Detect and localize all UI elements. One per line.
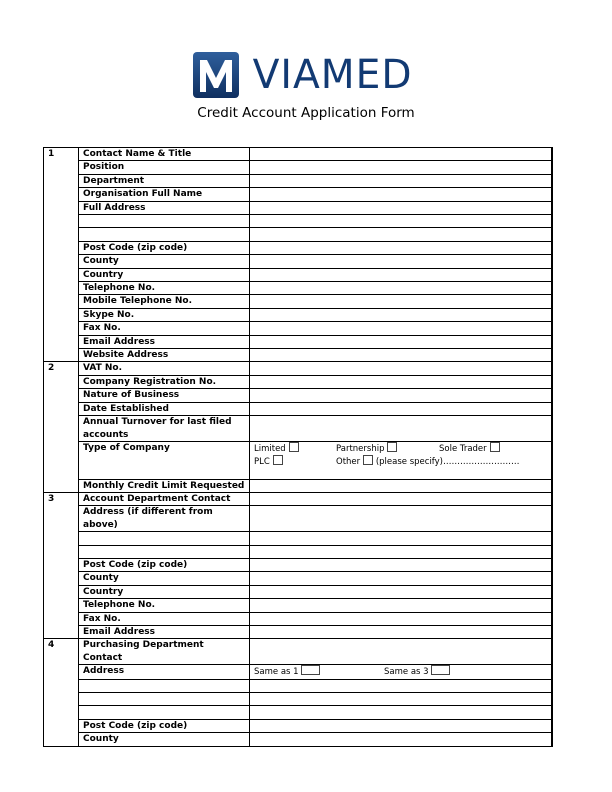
field-label xyxy=(79,215,250,228)
option-label: Other xyxy=(336,457,361,468)
field-label: Annual Turnover for last filed accounts xyxy=(79,416,250,442)
field-label: Position xyxy=(79,161,250,174)
field-label: Post Code (zip code) xyxy=(79,558,250,571)
form-row xyxy=(44,612,553,625)
field-input[interactable] xyxy=(250,335,553,348)
field-label: Organisation Full Name xyxy=(79,188,250,201)
field-label: County xyxy=(79,572,250,585)
field-input[interactable] xyxy=(250,479,553,492)
section-number: 2 xyxy=(44,362,79,492)
same-as-3[interactable] xyxy=(384,665,450,678)
field-label: Type of Company xyxy=(79,441,250,479)
field-label: Website Address xyxy=(79,349,250,362)
checkbox[interactable] xyxy=(490,442,500,452)
field-input[interactable] xyxy=(250,322,553,335)
field-input[interactable] xyxy=(250,719,553,732)
form-row xyxy=(44,295,553,308)
field-input[interactable] xyxy=(250,585,553,598)
field-label: County xyxy=(79,733,250,746)
field-label: Fax No. xyxy=(79,612,250,625)
form-row xyxy=(44,599,553,612)
form-row xyxy=(44,585,553,598)
field-input[interactable] xyxy=(250,174,553,187)
field-label xyxy=(79,545,250,558)
field-label: Telephone No. xyxy=(79,282,250,295)
form-row xyxy=(44,268,553,281)
form-row xyxy=(44,174,553,187)
option-label: Sole Trader xyxy=(439,443,487,454)
form-row xyxy=(44,441,553,479)
field-label: Department xyxy=(79,174,250,187)
field-input[interactable] xyxy=(250,349,553,362)
field-label: Purchasing Department Contact xyxy=(79,639,250,665)
form-row xyxy=(44,362,553,375)
field-input[interactable] xyxy=(250,241,553,254)
field-input[interactable] xyxy=(250,639,553,665)
field-input[interactable] xyxy=(250,733,553,746)
field-label: Nature of Business xyxy=(79,389,250,402)
field-input[interactable] xyxy=(250,375,553,388)
field-label: Country xyxy=(79,585,250,598)
field-input[interactable] xyxy=(250,558,553,571)
field-label: Address xyxy=(79,665,250,679)
field-input[interactable] xyxy=(250,612,553,625)
option-label: PLC xyxy=(254,457,270,468)
form-row xyxy=(44,255,553,268)
field-input[interactable] xyxy=(250,532,553,545)
field-input[interactable] xyxy=(250,679,553,692)
option-sole_trader[interactable] xyxy=(439,442,519,455)
field-input[interactable] xyxy=(250,308,553,321)
form-row xyxy=(44,335,553,348)
form-row xyxy=(44,228,553,241)
option-label: Limited xyxy=(254,443,286,454)
field-label: VAT No. xyxy=(79,362,250,375)
field-label: Skype No. xyxy=(79,308,250,321)
field-input[interactable] xyxy=(250,506,553,532)
field-input[interactable] xyxy=(250,599,553,612)
form-row xyxy=(44,241,553,254)
field-input[interactable] xyxy=(250,665,553,679)
field-input[interactable] xyxy=(250,692,553,705)
same-as-1-label: Same as 1 xyxy=(254,667,299,678)
form-row xyxy=(44,706,553,719)
section-number: 1 xyxy=(44,148,79,362)
field-label: Company Registration No. xyxy=(79,375,250,388)
form-row xyxy=(44,719,553,732)
section-number: 4 xyxy=(44,639,79,746)
field-input[interactable] xyxy=(250,389,553,402)
field-label: Address (if different from above) xyxy=(79,506,250,532)
form-row xyxy=(44,282,553,295)
checkbox[interactable] xyxy=(387,442,397,452)
form-row xyxy=(44,532,553,545)
field-input[interactable] xyxy=(250,161,553,174)
field-label: Contact Name & Title xyxy=(79,148,250,161)
option-partnership[interactable] xyxy=(336,442,439,455)
field-label: Fax No. xyxy=(79,322,250,335)
form-row xyxy=(44,479,553,492)
form-row xyxy=(44,639,553,665)
form-row xyxy=(44,492,553,505)
field-input[interactable] xyxy=(250,295,553,308)
form-row xyxy=(44,506,553,532)
field-input[interactable] xyxy=(250,148,553,161)
form-row xyxy=(44,201,553,214)
field-input[interactable] xyxy=(250,362,553,375)
form-row xyxy=(44,402,553,415)
form-row xyxy=(44,692,553,705)
field-input[interactable] xyxy=(250,706,553,719)
option-limited[interactable] xyxy=(254,442,336,455)
checkbox[interactable] xyxy=(363,455,373,465)
form-row xyxy=(44,308,553,321)
checkbox[interactable] xyxy=(273,455,283,465)
form-title: Credit Account Application Form xyxy=(197,105,415,121)
form-row xyxy=(44,349,553,362)
field-label: Monthly Credit Limit Requested xyxy=(79,479,250,492)
form-row xyxy=(44,161,553,174)
field-input[interactable] xyxy=(250,228,553,241)
field-input[interactable] xyxy=(250,441,553,479)
option-other[interactable] xyxy=(336,455,520,468)
form-row xyxy=(44,375,553,388)
form-row xyxy=(44,188,553,201)
form-row xyxy=(44,322,553,335)
field-label: Post Code (zip code) xyxy=(79,241,250,254)
application-form-table xyxy=(43,147,553,747)
field-label xyxy=(79,228,250,241)
field-label: Email Address xyxy=(79,335,250,348)
field-label xyxy=(79,706,250,719)
field-label: County xyxy=(79,255,250,268)
form-row xyxy=(44,558,553,571)
field-input[interactable] xyxy=(250,545,553,558)
field-label: Post Code (zip code) xyxy=(79,719,250,732)
form-row xyxy=(44,572,553,585)
field-input[interactable] xyxy=(250,492,553,505)
field-label: Email Address xyxy=(79,625,250,638)
form-row xyxy=(44,733,553,746)
logo-text: VIAMED xyxy=(252,52,413,98)
field-input[interactable] xyxy=(250,416,553,442)
field-label xyxy=(79,532,250,545)
field-input[interactable] xyxy=(250,215,553,228)
form-row xyxy=(44,545,553,558)
field-input[interactable] xyxy=(250,402,553,415)
field-label xyxy=(79,679,250,692)
form-row xyxy=(44,665,553,679)
field-input[interactable] xyxy=(250,625,553,638)
same-as-1[interactable] xyxy=(254,665,384,678)
checkbox[interactable] xyxy=(289,442,299,452)
form-row xyxy=(44,389,553,402)
field-label: Mobile Telephone No. xyxy=(79,295,250,308)
checkbox[interactable] xyxy=(301,665,320,675)
logo-m-icon xyxy=(193,52,239,98)
same-as-3-label: Same as 3 xyxy=(384,667,429,678)
option-label: Partnership xyxy=(336,443,385,454)
field-input[interactable] xyxy=(250,255,553,268)
option-plc[interactable] xyxy=(254,455,336,468)
field-input[interactable] xyxy=(250,282,553,295)
field-input[interactable] xyxy=(250,188,553,201)
please-specify: (please specify)……………………… xyxy=(375,457,520,468)
field-label: Account Department Contact xyxy=(79,492,250,505)
section-number: 3 xyxy=(44,492,79,638)
field-label: Full Address xyxy=(79,201,250,214)
field-label xyxy=(79,692,250,705)
form-row xyxy=(44,625,553,638)
checkbox[interactable] xyxy=(431,665,450,675)
field-input[interactable] xyxy=(250,572,553,585)
form-row xyxy=(44,148,553,161)
form-row xyxy=(44,679,553,692)
field-label: Date Established xyxy=(79,402,250,415)
field-label: Country xyxy=(79,268,250,281)
form-row xyxy=(44,416,553,442)
field-label: Telephone No. xyxy=(79,599,250,612)
viamed-logo xyxy=(193,52,414,98)
field-input[interactable] xyxy=(250,268,553,281)
form-row xyxy=(44,215,553,228)
field-input[interactable] xyxy=(250,201,553,214)
